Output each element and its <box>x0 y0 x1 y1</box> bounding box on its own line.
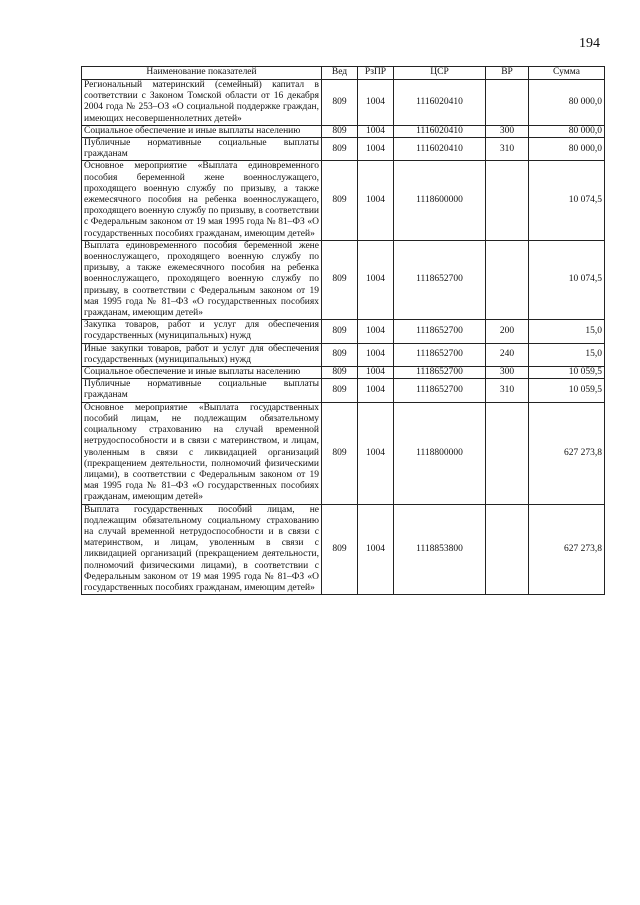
row-csr: 1118652700 <box>394 379 486 402</box>
row-name: Основное мероприятие «Выплата единовременного пособия беременной жене военнослужащего, проходящего военную службу по призыву, а также ежемесячного пособия на ребенка военнослужащего, проходящего военную службу по призыву, в соответствии с Федеральным законом от 19 мая 1995 года № 81–ФЗ «О государственных пособиях гражданам, имеющим детей» <box>82 161 322 240</box>
row-csr: 1116020410 <box>394 125 486 137</box>
row-ved: 809 <box>322 320 358 343</box>
row-vr: 310 <box>486 138 529 161</box>
row-rzpr: 1004 <box>358 402 394 504</box>
row-vr: 310 <box>486 379 529 402</box>
table-row <box>82 379 605 402</box>
table-row <box>82 240 605 319</box>
row-rzpr: 1004 <box>358 367 394 379</box>
row-ved: 809 <box>322 80 358 126</box>
row-sum: 15,0 <box>529 343 605 366</box>
row-ved: 809 <box>322 343 358 366</box>
page-number: 194 <box>579 36 600 51</box>
header-sum: Сумма <box>529 67 605 80</box>
row-vr <box>486 504 529 595</box>
row-ved: 809 <box>322 161 358 240</box>
row-name: Выплата единовременного пособия беременной жене военнослужащего, проходящего военную службу по призыву, а также ежемесячного пособия на ребенка военнослужащего, проходящего военную службу по призыву, в соответствии с Федеральным законом от 19 мая 1995 года № 81–ФЗ «О государственных пособиях гражданам, имеющим детей» <box>82 240 322 319</box>
row-sum: 80 000,0 <box>529 125 605 137</box>
row-csr: 1118652700 <box>394 240 486 319</box>
row-name: Иные закупки товаров, работ и услуг для обеспечения государственных (муниципальных) нужд <box>82 343 322 366</box>
row-rzpr: 1004 <box>358 125 394 137</box>
row-csr: 1118853800 <box>394 504 486 595</box>
header-name: Наименование показателей <box>82 67 322 80</box>
row-ved: 809 <box>322 240 358 319</box>
table-row <box>82 343 605 366</box>
row-name: Публичные нормативные социальные выплаты гражданам <box>82 379 322 402</box>
header-ved: Вед <box>322 67 358 80</box>
row-name: Региональный материнский (семейный) капитал в соответствии с Законом Томской области от 16 декабря 2004 года № 253–ОЗ «О социальной поддержке граждан, имеющих несовершеннолетних детей» <box>82 80 322 126</box>
row-ved: 809 <box>322 379 358 402</box>
row-rzpr: 1004 <box>358 80 394 126</box>
row-csr: 1118600000 <box>394 161 486 240</box>
row-csr: 1118652700 <box>394 343 486 366</box>
row-name: Выплата государственных пособий лицам, не подлежащим обязательному социальному страхованию на случай временной нетрудоспособности и в связи с материнством, и лицам, уволенным в связи с ликвидацией организаций (прекращением деятельности, полномочий физическими лицами), в соответствии с Федеральным законом от 19 мая 1995 года № 81–ФЗ «О государственных пособиях гражданам, имеющим детей» <box>82 504 322 595</box>
row-sum: 80 000,0 <box>529 138 605 161</box>
header-rzpr: РзПР <box>358 67 394 80</box>
row-vr <box>486 80 529 126</box>
row-ved: 809 <box>322 402 358 504</box>
row-name: Социальное обеспечение и иные выплаты населению <box>82 367 322 379</box>
row-name: Закупка товаров, работ и услуг для обеспечения государственных (муниципальных) нужд <box>82 320 322 343</box>
row-rzpr: 1004 <box>358 138 394 161</box>
row-rzpr: 1004 <box>358 343 394 366</box>
row-csr: 1116020410 <box>394 138 486 161</box>
row-sum: 10 074,5 <box>529 240 605 319</box>
row-ved: 809 <box>322 138 358 161</box>
table-row <box>82 161 605 240</box>
header-vr: ВР <box>486 67 529 80</box>
row-vr <box>486 402 529 504</box>
budget-table <box>81 66 605 595</box>
row-csr: 1118652700 <box>394 320 486 343</box>
table-row <box>82 320 605 343</box>
row-vr: 240 <box>486 343 529 366</box>
table-row <box>82 125 605 137</box>
table-row <box>82 80 605 126</box>
table-row <box>82 367 605 379</box>
header-csr: ЦСР <box>394 67 486 80</box>
row-vr: 300 <box>486 367 529 379</box>
row-ved: 809 <box>322 367 358 379</box>
row-ved: 809 <box>322 504 358 595</box>
row-csr: 1116020410 <box>394 80 486 126</box>
row-sum: 80 000,0 <box>529 80 605 126</box>
row-vr: 200 <box>486 320 529 343</box>
row-name: Основное мероприятие «Выплата государственных пособий лицам, не подлежащим обязательному социальному страхованию на случай временной нетрудоспособности и в связи с материнством, и лицам, уволенным в связи с ликвидацией организаций (прекращением деятельности, полномочий физическими лицами), в соответствии с Федеральным законом от 19 мая 1995 года № 81–ФЗ «О государственных пособиях гражданам, имеющим детей» <box>82 402 322 504</box>
row-csr: 1118800000 <box>394 402 486 504</box>
table-row <box>82 138 605 161</box>
table-row <box>82 504 605 595</box>
row-csr: 1118652700 <box>394 367 486 379</box>
row-name: Социальное обеспечение и иные выплаты населению <box>82 125 322 137</box>
row-rzpr: 1004 <box>358 161 394 240</box>
row-rzpr: 1004 <box>358 320 394 343</box>
row-sum: 627 273,8 <box>529 402 605 504</box>
row-rzpr: 1004 <box>358 504 394 595</box>
row-vr <box>486 161 529 240</box>
table-header-row <box>82 67 605 80</box>
row-rzpr: 1004 <box>358 240 394 319</box>
table-row <box>82 402 605 504</box>
row-sum: 627 273,8 <box>529 504 605 595</box>
row-vr: 300 <box>486 125 529 137</box>
row-name: Публичные нормативные социальные выплаты гражданам <box>82 138 322 161</box>
row-sum: 10 059,5 <box>529 367 605 379</box>
row-ved: 809 <box>322 125 358 137</box>
row-rzpr: 1004 <box>358 379 394 402</box>
row-sum: 10 059,5 <box>529 379 605 402</box>
row-vr <box>486 240 529 319</box>
row-sum: 15,0 <box>529 320 605 343</box>
row-sum: 10 074,5 <box>529 161 605 240</box>
